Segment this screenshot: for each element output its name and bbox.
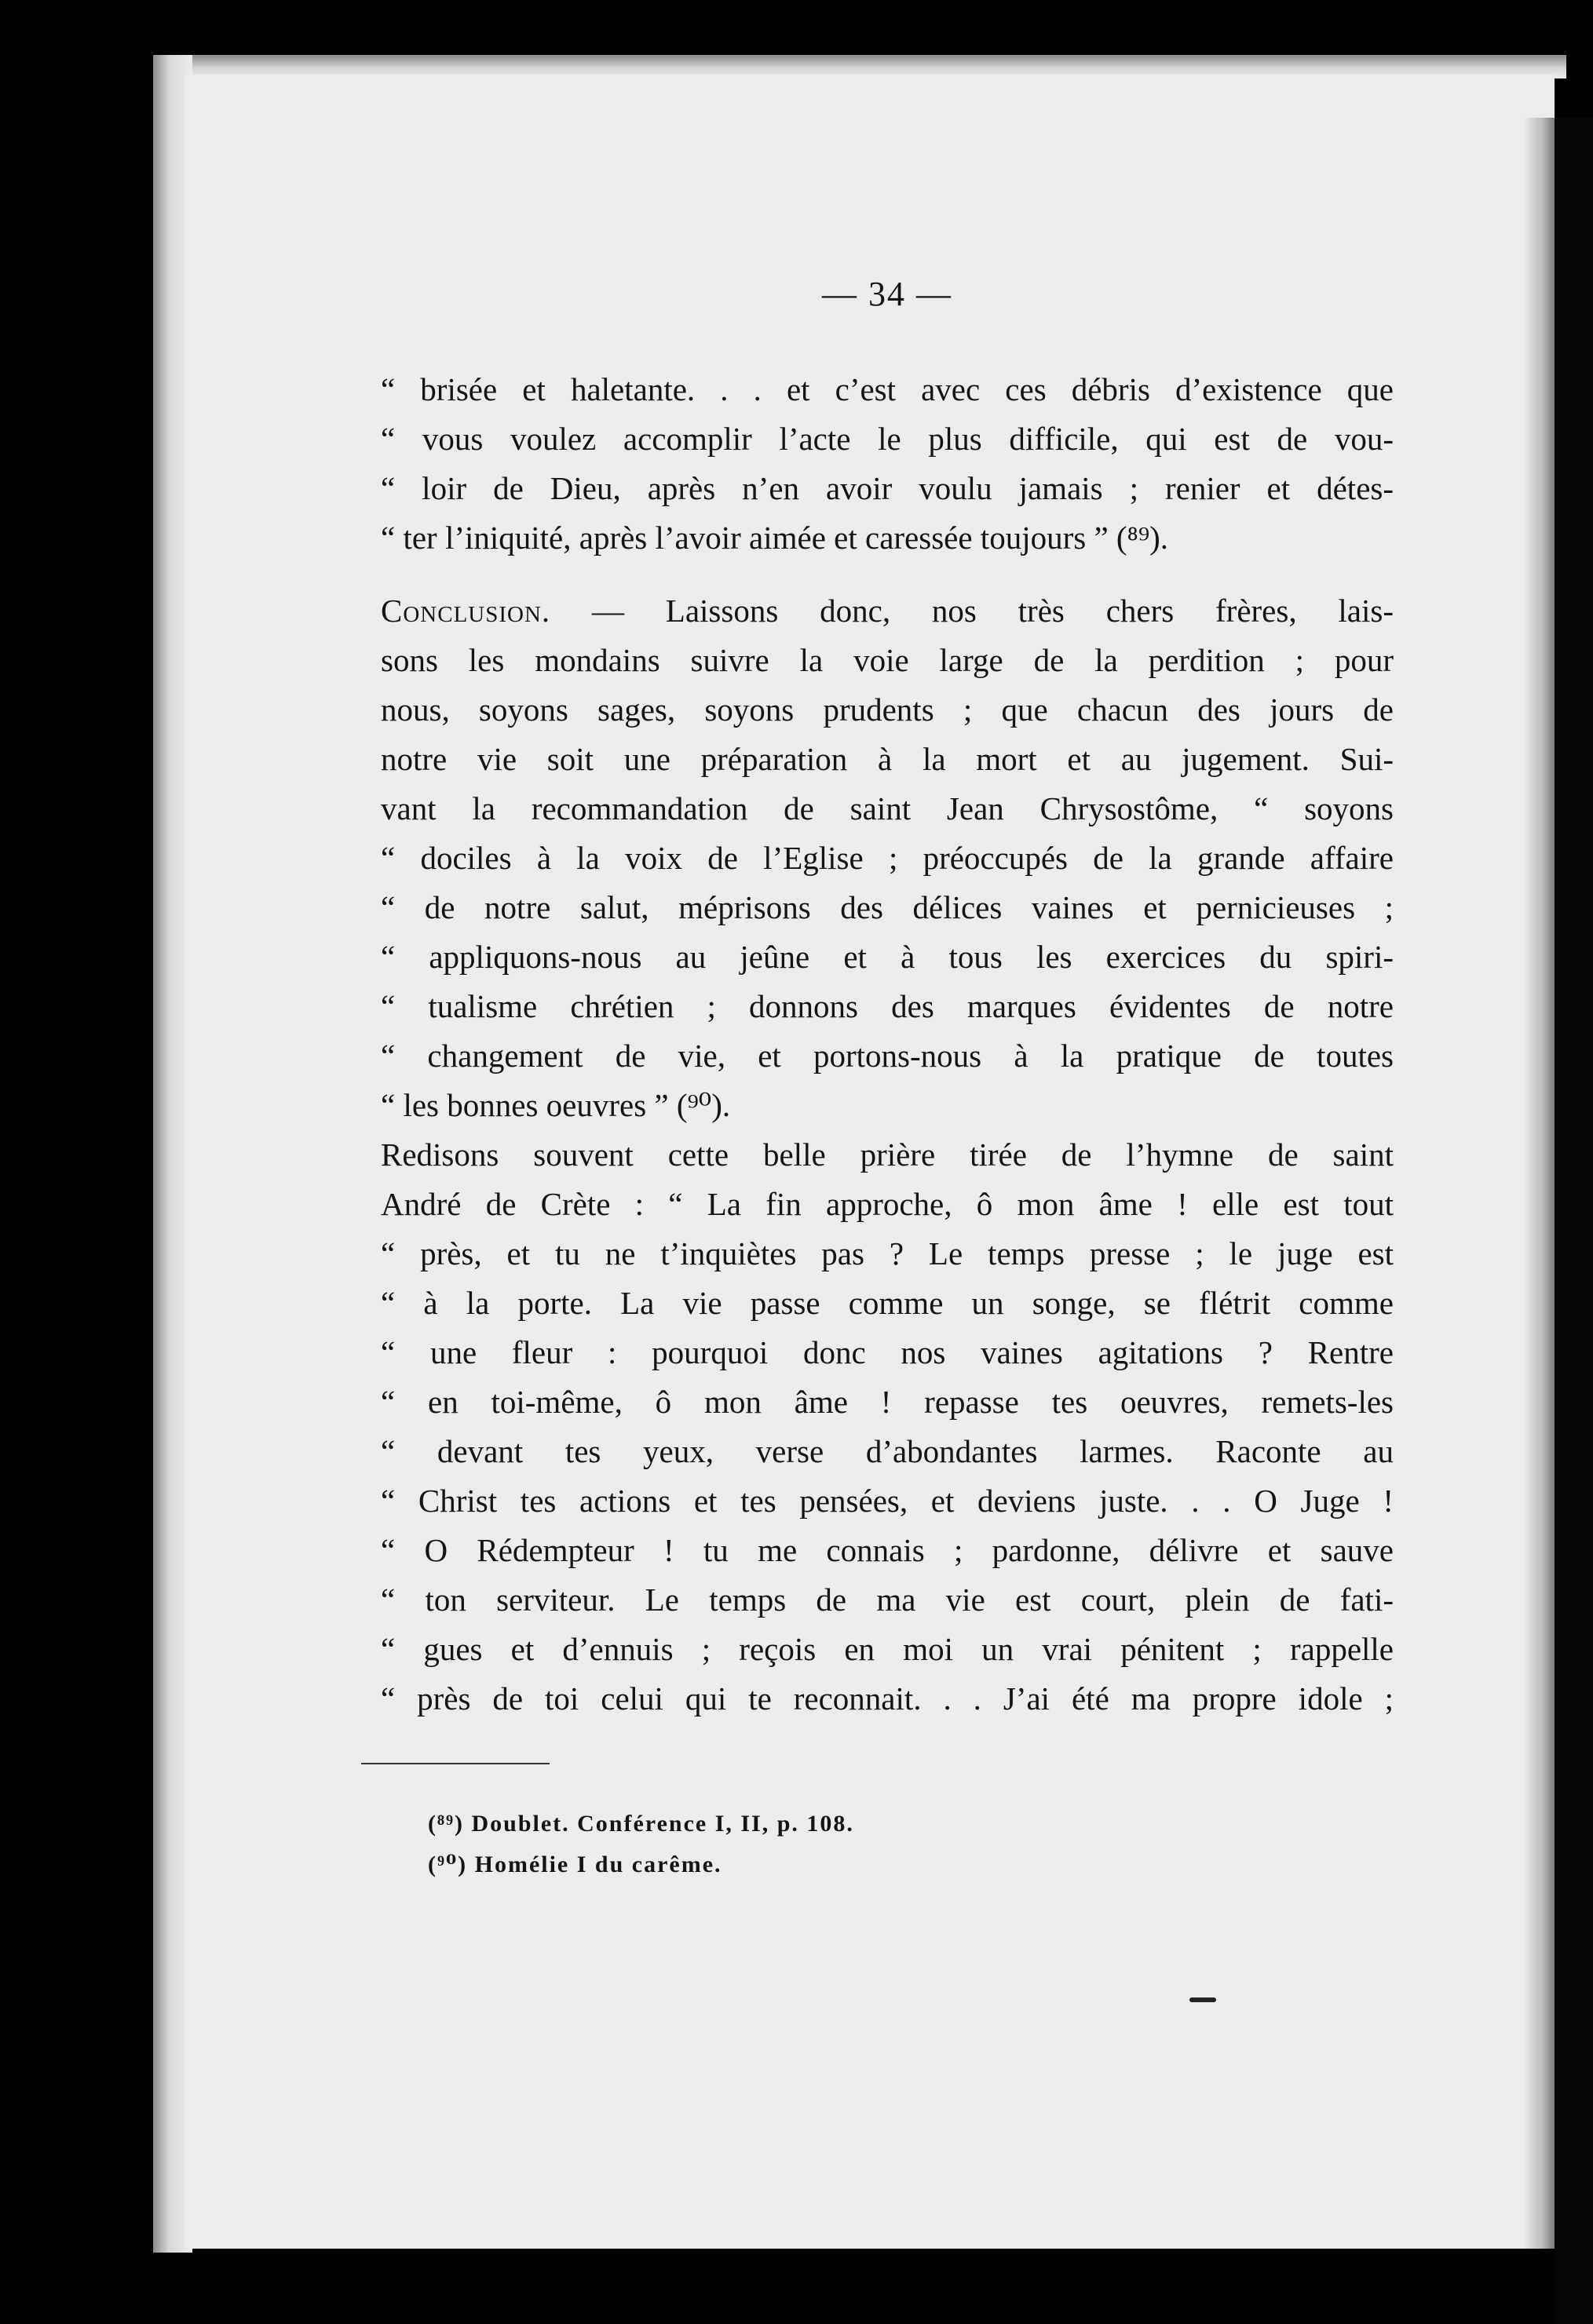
footnote-rule	[361, 1763, 550, 1764]
text-line: “ près, et tu ne t’inquiètes pas ? Le temps presse ; le juge est	[381, 1235, 1394, 1271]
text-line: “ ter l’iniquité, après l’avoir aimée et caressée toujours ” (⁸⁹).	[381, 520, 1169, 556]
text-line: “ changement de vie, et portons-nous à la pratique de toutes	[381, 1038, 1394, 1074]
facing-page-dark-edge	[1555, 118, 1593, 2324]
text-line: “ dociles à la voix de l’Eglise ; préoccupés de la grande affaire	[381, 840, 1394, 876]
paragraph-conclusion	[381, 586, 1394, 1130]
text-line: “ loir de Dieu, après n’en avoir voulu jamais ; renier et détes-	[381, 470, 1394, 506]
text-line: “ vous voulez accomplir l’acte le plus difficile, qui est de vou-	[381, 421, 1394, 457]
text-line: “ Christ tes actions et tes pensées, et deviens juste. . . O Juge !	[381, 1483, 1394, 1519]
text-line: “ en toi-même, ô mon âme ! repasse tes oeuvres, remets-les	[381, 1384, 1394, 1420]
footnote-90: (⁹⁰) Homélie I du carême.	[428, 1852, 722, 1877]
page-number-heading: — 34 —	[822, 275, 952, 313]
text-line: “ près de toi celui qui te reconnait. . . J’ai été ma propre idole ;	[381, 1680, 1394, 1717]
text-line: vant la recommandation de saint Jean Chrysostôme, “ soyons	[381, 790, 1394, 826]
text-line: notre vie soit une préparation à la mort et au jugement. Sui-	[381, 741, 1394, 777]
binding-shadow	[1523, 118, 1555, 2249]
text-line: “ tualisme chrétien ; donnons des marques évidentes de notre	[381, 988, 1394, 1024]
text-line: “ les bonnes oeuvres ” (⁹⁰).	[381, 1087, 731, 1123]
footnote-89: (⁸⁹) Doublet. Conférence I, II, p. 108.	[428, 1811, 854, 1837]
text-line: “ une fleur : pourquoi donc nos vaines agitations ? Rentre	[381, 1334, 1394, 1370]
paragraph-1	[381, 365, 1394, 563]
text-line: “ gues et d’ennuis ; reçois en moi un vrai pénitent ; rappelle	[381, 1631, 1394, 1667]
text-line: nous, soyons sages, soyons prudents ; que chacun des jours de	[381, 691, 1394, 728]
text-line: André de Crète : “ La fin approche, ô mon âme ! elle est tout	[381, 1186, 1394, 1222]
text-line: “ à la porte. La vie passe comme un songe, se flétrit comme	[381, 1285, 1394, 1321]
text-line: “ O Rédempteur ! tu me connais ; pardonne, délivre et sauve	[381, 1532, 1394, 1568]
footnotes	[381, 1804, 1394, 1885]
text-block	[381, 271, 1394, 1885]
text-line-with-heading	[381, 586, 1394, 636]
text-line: “ brisée et haletante. . . et c’est avec ces débris d’existence que	[381, 371, 1394, 407]
text-line: “ de notre salut, méprisons des délices vaines et pernicieuses ;	[381, 889, 1394, 925]
paragraph-3	[381, 1130, 1394, 1724]
text-line: “ ton serviteur. Le temps de ma vie est court, plein de fati-	[381, 1582, 1394, 1618]
conclusion-heading: Conclusion.	[381, 593, 551, 629]
text-line: sons les mondains suivre la voie large de la perdition ; pour	[381, 642, 1394, 678]
print-mark	[1189, 1997, 1216, 2002]
text-line: “ appliquons-nous au jeûne et à tous les exercices du spiri-	[381, 939, 1394, 975]
text-line: “ devant tes yeux, verse d’abondantes larmes. Raconte au	[381, 1433, 1394, 1469]
text-line-rest: — Laissons donc, nos très chers frères, lais-	[550, 593, 1394, 629]
text-line: Redisons souvent cette belle prière tirée de l’hymne de saint	[381, 1136, 1394, 1173]
